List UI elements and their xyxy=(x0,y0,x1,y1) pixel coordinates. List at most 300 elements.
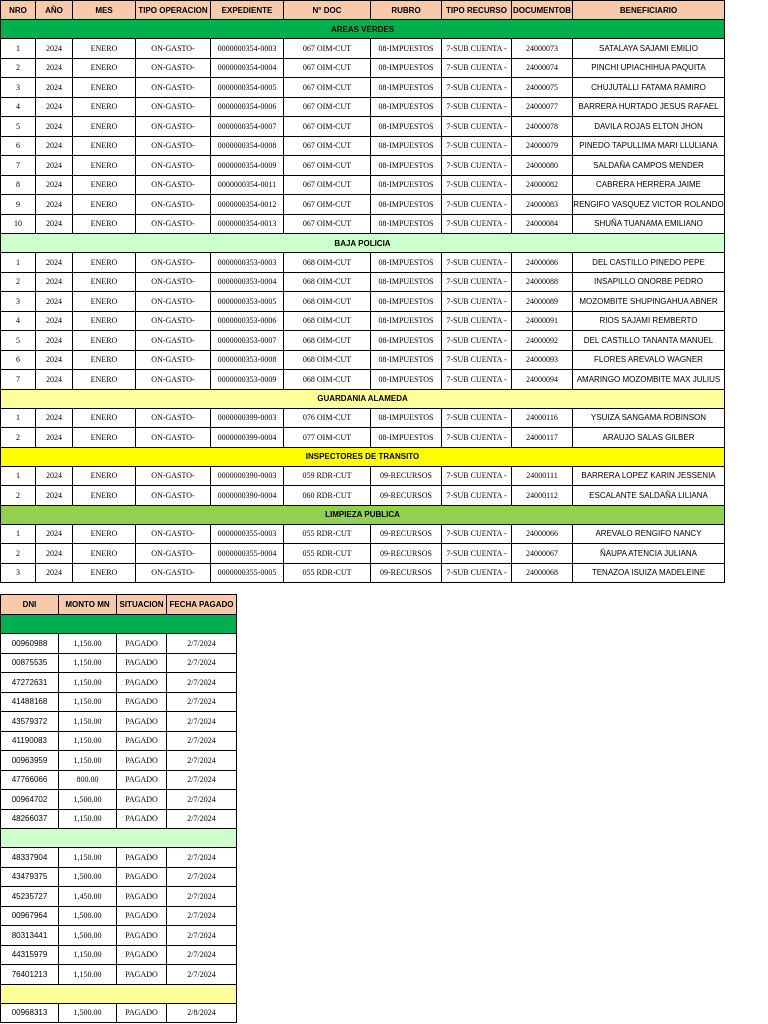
table-row xyxy=(1,428,725,448)
table-cell: 1,450.00 xyxy=(59,887,117,907)
table-cell: 2 xyxy=(1,544,36,564)
table-cell: PAGADO xyxy=(117,731,167,751)
table-cell: SATALAYA SAJAMI EMILIO xyxy=(573,39,725,59)
table-cell: 0000000355-0004 xyxy=(211,544,284,564)
table-cell: 068 OIM-CUT xyxy=(284,331,371,351)
table-cell: 2/7/2024 xyxy=(167,945,237,965)
table-cell: 08-IMPUESTOS xyxy=(371,195,442,215)
group-label: LIMPIEZA PUBLICA xyxy=(1,505,725,524)
table-cell: 08-IMPUESTOS xyxy=(371,39,442,59)
table-cell: 1,150.00 xyxy=(59,751,117,771)
table-cell: 0000000354-0011 xyxy=(211,175,284,195)
table-cell: 800.00 xyxy=(59,770,117,790)
table-cell: 76401213 xyxy=(1,965,59,985)
table-cell: 09-RECURSOS xyxy=(371,486,442,506)
table-cell: 7-SUB CUENTA - xyxy=(442,39,512,59)
table-cell: 4 xyxy=(1,311,36,331)
table-cell: CHUJUTALLI FATAMA RAMIRO xyxy=(573,78,725,98)
table-row xyxy=(1,486,725,506)
column-header: DNI xyxy=(1,595,59,615)
table-cell: ON-GASTO- xyxy=(136,292,211,312)
table-cell: ON-GASTO- xyxy=(136,136,211,156)
table-cell: 08-IMPUESTOS xyxy=(371,97,442,117)
table-cell: ENERO xyxy=(73,466,136,486)
table-cell: ENERO xyxy=(73,253,136,273)
table-cell: ON-GASTO- xyxy=(136,544,211,564)
table-cell: ON-GASTO- xyxy=(136,428,211,448)
table-row xyxy=(1,544,725,564)
table-cell: 24000089 xyxy=(512,292,573,312)
table-row xyxy=(1,136,725,156)
table-cell: 00964702 xyxy=(1,790,59,810)
table-cell: ON-GASTO- xyxy=(136,39,211,59)
group-header-row xyxy=(1,389,725,408)
table-cell: 24000067 xyxy=(512,544,573,564)
table-cell: 2024 xyxy=(36,253,73,273)
table-cell: 0000000354-0003 xyxy=(211,39,284,59)
table-cell: 24000068 xyxy=(512,563,573,583)
group-band-row xyxy=(1,829,237,848)
table-cell: 0000000353-0005 xyxy=(211,292,284,312)
table-cell: 0000000354-0007 xyxy=(211,117,284,137)
table-cell: ENERO xyxy=(73,195,136,215)
table-cell: 5 xyxy=(1,331,36,351)
table-row xyxy=(1,563,725,583)
table-cell: 80313441 xyxy=(1,926,59,946)
table-cell: 24000092 xyxy=(512,331,573,351)
table-cell: 41190083 xyxy=(1,731,59,751)
table-cell: 48337904 xyxy=(1,848,59,868)
table-cell: 2024 xyxy=(36,78,73,98)
column-header: RUBRO xyxy=(371,1,442,20)
table-cell: 24000077 xyxy=(512,97,573,117)
table-row xyxy=(1,790,237,810)
table-cell: PAGADO xyxy=(117,692,167,712)
table-cell: 068 OIM-CUT xyxy=(284,253,371,273)
table-row xyxy=(1,692,237,712)
table-cell: 0000000390-0003 xyxy=(211,466,284,486)
table-cell: 1,150.00 xyxy=(59,731,117,751)
table-cell: ENERO xyxy=(73,563,136,583)
table-cell: 0000000353-0008 xyxy=(211,350,284,370)
table-cell: 2/7/2024 xyxy=(167,731,237,751)
table-cell: CABRERA HERRERA JAIME xyxy=(573,175,725,195)
table-cell: ON-GASTO- xyxy=(136,97,211,117)
table-cell: 060 RDR-CUT xyxy=(284,486,371,506)
table-cell: 2024 xyxy=(36,58,73,78)
table-cell: 2024 xyxy=(36,272,73,292)
table-cell: 068 OIM-CUT xyxy=(284,272,371,292)
column-header: NRO xyxy=(1,1,36,20)
table-cell: 068 OIM-CUT xyxy=(284,350,371,370)
group-band xyxy=(1,829,237,848)
table-cell: 0000000355-0005 xyxy=(211,563,284,583)
table-cell: 0000000354-0013 xyxy=(211,214,284,234)
table-cell: 2024 xyxy=(36,350,73,370)
table-cell: 2024 xyxy=(36,156,73,176)
column-header: AÑO xyxy=(36,1,73,20)
table-cell: ENERO xyxy=(73,486,136,506)
table-cell: PAGADO xyxy=(117,945,167,965)
table-row xyxy=(1,370,725,390)
table-cell: 077 OIM-CUT xyxy=(284,428,371,448)
table-cell: 24000084 xyxy=(512,214,573,234)
table-cell: ON-GASTO- xyxy=(136,175,211,195)
table-row xyxy=(1,751,237,771)
table-cell: 24000111 xyxy=(512,466,573,486)
table-cell: 08-IMPUESTOS xyxy=(371,350,442,370)
table-cell: 067 OIM-CUT xyxy=(284,39,371,59)
table-cell: ENERO xyxy=(73,311,136,331)
table-cell: 1,500.00 xyxy=(59,906,117,926)
table-row xyxy=(1,350,725,370)
table-row xyxy=(1,175,725,195)
table-cell: RENGIFO VASQUEZ VICTOR ROLANDO xyxy=(573,195,725,215)
table-cell: 2/7/2024 xyxy=(167,634,237,654)
table-cell: 2/8/2024 xyxy=(167,1003,237,1023)
table-cell: 24000088 xyxy=(512,272,573,292)
table-cell: 4 xyxy=(1,97,36,117)
table-cell: INSAPILLO ONORBE PEDRO xyxy=(573,272,725,292)
table-cell: 08-IMPUESTOS xyxy=(371,156,442,176)
table-cell: ON-GASTO- xyxy=(136,350,211,370)
table-cell: YSUIZA SANGAMA ROBINSON xyxy=(573,408,725,428)
table-row xyxy=(1,906,237,926)
table-cell: 2/7/2024 xyxy=(167,906,237,926)
table-cell: TENAZOA ISUIZA MADELEINE xyxy=(573,563,725,583)
table-cell: 067 OIM-CUT xyxy=(284,195,371,215)
table-cell: 0000000399-0004 xyxy=(211,428,284,448)
table-cell: 1,150.00 xyxy=(59,965,117,985)
table-cell: 08-IMPUESTOS xyxy=(371,370,442,390)
table-cell: ON-GASTO- xyxy=(136,195,211,215)
table-cell: 2/7/2024 xyxy=(167,653,237,673)
table-cell: AREVALO RENGIFO NANCY xyxy=(573,524,725,544)
table-cell: 00967964 xyxy=(1,906,59,926)
table-cell: ENERO xyxy=(73,292,136,312)
table-cell: 08-IMPUESTOS xyxy=(371,331,442,351)
table-cell: 067 OIM-CUT xyxy=(284,175,371,195)
table-cell: 2/7/2024 xyxy=(167,867,237,887)
table-cell: 7-SUB CUENTA - xyxy=(442,214,512,234)
table-cell: 44315979 xyxy=(1,945,59,965)
table-cell: 2024 xyxy=(36,195,73,215)
table-cell: 0000000353-0003 xyxy=(211,253,284,273)
table-cell: 2024 xyxy=(36,311,73,331)
table-cell: 3 xyxy=(1,78,36,98)
table-cell: 10 xyxy=(1,214,36,234)
table-cell: PAGADO xyxy=(117,712,167,732)
table-cell: 1,150.00 xyxy=(59,692,117,712)
table-cell: 1,150.00 xyxy=(59,809,117,829)
table-cell: 2 xyxy=(1,428,36,448)
table-cell: 7-SUB CUENTA - xyxy=(442,78,512,98)
table-cell: 24000094 xyxy=(512,370,573,390)
table-cell: 7-SUB CUENTA - xyxy=(442,544,512,564)
table-cell: ENERO xyxy=(73,156,136,176)
table-cell: 0000000354-0009 xyxy=(211,156,284,176)
table-cell: 24000080 xyxy=(512,156,573,176)
table-cell: 068 OIM-CUT xyxy=(284,292,371,312)
table-cell: 7-SUB CUENTA - xyxy=(442,195,512,215)
table-cell: 6 xyxy=(1,136,36,156)
table-cell: 0000000354-0006 xyxy=(211,97,284,117)
table-cell: BARRERA HURTADO JESUS RAFAEL xyxy=(573,97,725,117)
table-cell: 08-IMPUESTOS xyxy=(371,253,442,273)
table-cell: 2 xyxy=(1,272,36,292)
table-cell: 2024 xyxy=(36,331,73,351)
table-cell: 48266037 xyxy=(1,809,59,829)
column-header: N° DOC xyxy=(284,1,371,20)
table-row xyxy=(1,965,237,985)
table-cell: 8 xyxy=(1,175,36,195)
table-cell: 09-RECURSOS xyxy=(371,563,442,583)
column-header: EXPEDIENTE xyxy=(211,1,284,20)
table-cell: 09-RECURSOS xyxy=(371,524,442,544)
table-cell: 24000074 xyxy=(512,58,573,78)
table-row xyxy=(1,272,725,292)
table-cell: 7-SUB CUENTA - xyxy=(442,292,512,312)
table-cell: 0000000353-0004 xyxy=(211,272,284,292)
table-row xyxy=(1,195,725,215)
table-cell: 24000073 xyxy=(512,39,573,59)
table-cell: 2024 xyxy=(36,117,73,137)
table-cell: 24000066 xyxy=(512,524,573,544)
table-cell: ENERO xyxy=(73,331,136,351)
table-cell: BARRERA LOPEZ KARIN JESSENIA xyxy=(573,466,725,486)
table-cell: 00968313 xyxy=(1,1003,59,1023)
table-cell: 24000093 xyxy=(512,350,573,370)
payments-table xyxy=(0,594,237,1023)
table-cell: 0000000390-0004 xyxy=(211,486,284,506)
table-cell: PAGADO xyxy=(117,906,167,926)
table-cell: 7 xyxy=(1,156,36,176)
table-cell: 7-SUB CUENTA - xyxy=(442,428,512,448)
group-header-row xyxy=(1,505,725,524)
table-cell: 7-SUB CUENTA - xyxy=(442,117,512,137)
table-cell: 055 RDR-CUT xyxy=(284,544,371,564)
payments-header-row xyxy=(1,595,237,615)
table-cell: 2/7/2024 xyxy=(167,673,237,693)
table-row xyxy=(1,58,725,78)
table-cell: ON-GASTO- xyxy=(136,331,211,351)
table-cell: ON-GASTO- xyxy=(136,58,211,78)
table-cell: 47766066 xyxy=(1,770,59,790)
table-row xyxy=(1,673,237,693)
group-header-row xyxy=(1,447,725,466)
table-cell: PAGADO xyxy=(117,887,167,907)
table-cell: MOZOMBITE SHUPINGAHUA ABNER xyxy=(573,292,725,312)
table-cell: 1,500.00 xyxy=(59,867,117,887)
table-cell: 3 xyxy=(1,292,36,312)
table-row xyxy=(1,945,237,965)
table-cell: ENERO xyxy=(73,97,136,117)
table-row xyxy=(1,331,725,351)
table-cell: 2024 xyxy=(36,428,73,448)
table-cell: 08-IMPUESTOS xyxy=(371,214,442,234)
table-row xyxy=(1,39,725,59)
table-row xyxy=(1,809,237,829)
table-cell: 0000000353-0007 xyxy=(211,331,284,351)
table-cell: ON-GASTO- xyxy=(136,117,211,137)
table-cell: 1,150.00 xyxy=(59,673,117,693)
table-cell: 2 xyxy=(1,58,36,78)
table-cell: 1,150.00 xyxy=(59,945,117,965)
table-cell: 7-SUB CUENTA - xyxy=(442,370,512,390)
table-cell: 2/7/2024 xyxy=(167,712,237,732)
table-row xyxy=(1,214,725,234)
table-cell: 0000000354-0008 xyxy=(211,136,284,156)
table-cell: 6 xyxy=(1,350,36,370)
table-cell: 24000079 xyxy=(512,136,573,156)
table-cell: 7-SUB CUENTA - xyxy=(442,331,512,351)
table-cell: 067 OIM-CUT xyxy=(284,58,371,78)
table-cell: ENERO xyxy=(73,408,136,428)
table-cell: 1 xyxy=(1,253,36,273)
table-row xyxy=(1,887,237,907)
column-header: MES xyxy=(73,1,136,20)
group-header-row xyxy=(1,20,725,39)
table-cell: 7-SUB CUENTA - xyxy=(442,563,512,583)
table-cell: 2024 xyxy=(36,466,73,486)
table-cell: 0000000354-0004 xyxy=(211,58,284,78)
table-row xyxy=(1,634,237,654)
table-cell: 24000091 xyxy=(512,311,573,331)
table-cell: ENERO xyxy=(73,117,136,137)
table-cell: 2/7/2024 xyxy=(167,848,237,868)
table-cell: 08-IMPUESTOS xyxy=(371,175,442,195)
table-cell: 067 OIM-CUT xyxy=(284,78,371,98)
table-row xyxy=(1,731,237,751)
table-cell: AMARINGO MOZOMBITE MAX JULIUS xyxy=(573,370,725,390)
table-cell: 2/7/2024 xyxy=(167,887,237,907)
table-cell: 3 xyxy=(1,563,36,583)
table-cell: ENERO xyxy=(73,350,136,370)
table-cell: PINCHI UPIACHIHUA PAQUITA xyxy=(573,58,725,78)
table-cell: 1,500.00 xyxy=(59,1003,117,1023)
table-cell: 24000075 xyxy=(512,78,573,98)
table-cell: 41488168 xyxy=(1,692,59,712)
table-cell: 24000086 xyxy=(512,253,573,273)
column-header: TIPO RECURSO xyxy=(442,1,512,20)
table-cell: 2024 xyxy=(36,175,73,195)
table-cell: 7-SUB CUENTA - xyxy=(442,272,512,292)
table-cell: 2024 xyxy=(36,408,73,428)
table-cell: 2024 xyxy=(36,563,73,583)
table-cell: 7-SUB CUENTA - xyxy=(442,466,512,486)
table-cell: ON-GASTO- xyxy=(136,253,211,273)
table-cell: ENERO xyxy=(73,214,136,234)
table-cell: 24000117 xyxy=(512,428,573,448)
table-cell: PAGADO xyxy=(117,634,167,654)
table-cell: 076 OIM-CUT xyxy=(284,408,371,428)
table-row xyxy=(1,292,725,312)
column-header: MONTO MN xyxy=(59,595,117,615)
table-cell: ESCALANTE SALDAÑA LILIANA xyxy=(573,486,725,506)
table-cell: 08-IMPUESTOS xyxy=(371,311,442,331)
table-cell: PAGADO xyxy=(117,965,167,985)
table-cell: ENERO xyxy=(73,524,136,544)
table-cell: 2024 xyxy=(36,39,73,59)
table-row xyxy=(1,117,725,137)
table-cell: PAGADO xyxy=(117,673,167,693)
table-cell: 2024 xyxy=(36,486,73,506)
header-row xyxy=(1,1,725,20)
column-header: TIPO OPERACION xyxy=(136,1,211,20)
group-label: GUARDANIA ALAMEDA xyxy=(1,389,725,408)
table-cell: PAGADO xyxy=(117,790,167,810)
table-cell: PAGADO xyxy=(117,809,167,829)
table-cell: 09-RECURSOS xyxy=(371,544,442,564)
table-cell: 43479375 xyxy=(1,867,59,887)
table-cell: ENERO xyxy=(73,370,136,390)
table-cell: PAGADO xyxy=(117,653,167,673)
table-cell: 1 xyxy=(1,39,36,59)
table-cell: 1,150.00 xyxy=(59,848,117,868)
table-cell: 2/7/2024 xyxy=(167,692,237,712)
table-cell: 24000078 xyxy=(512,117,573,137)
table-row xyxy=(1,408,725,428)
table-cell: 7 xyxy=(1,370,36,390)
table-cell: 2/7/2024 xyxy=(167,965,237,985)
table-row xyxy=(1,156,725,176)
table-cell: 068 OIM-CUT xyxy=(284,370,371,390)
table-cell: PAGADO xyxy=(117,926,167,946)
table-cell: 08-IMPUESTOS xyxy=(371,78,442,98)
table-cell: RIOS SAJAMI REMBERTO xyxy=(573,311,725,331)
table-cell: 2024 xyxy=(36,544,73,564)
table-cell: ENERO xyxy=(73,175,136,195)
group-label: BAJA POLICIA xyxy=(1,234,725,253)
table-cell: 067 OIM-CUT xyxy=(284,156,371,176)
table-row xyxy=(1,653,237,673)
table-cell: 067 OIM-CUT xyxy=(284,117,371,137)
table-row xyxy=(1,78,725,98)
table-cell: 067 OIM-CUT xyxy=(284,214,371,234)
table-cell: 1,150.00 xyxy=(59,653,117,673)
table-cell: 2/7/2024 xyxy=(167,790,237,810)
table-cell: 7-SUB CUENTA - xyxy=(442,311,512,331)
table-cell: 2024 xyxy=(36,292,73,312)
table-cell: 2024 xyxy=(36,370,73,390)
table-cell: 1,500.00 xyxy=(59,926,117,946)
table-cell: 059 RDR-CUT xyxy=(284,466,371,486)
table-cell: ON-GASTO- xyxy=(136,408,211,428)
table-cell: ON-GASTO- xyxy=(136,311,211,331)
table-cell: 0000000353-0009 xyxy=(211,370,284,390)
group-band xyxy=(1,984,237,1003)
group-label: INSPECTORES DE TRANSITO xyxy=(1,447,725,466)
table-row xyxy=(1,311,725,331)
table-cell: 5 xyxy=(1,117,36,137)
table-cell: 00875535 xyxy=(1,653,59,673)
table-cell: ENERO xyxy=(73,428,136,448)
table-cell: SALDAÑA CAMPOS MENDER xyxy=(573,156,725,176)
table-cell: ÑAUPA ATENCIA JULIANA xyxy=(573,544,725,564)
group-band xyxy=(1,615,237,634)
table-row xyxy=(1,97,725,117)
table-cell: 24000083 xyxy=(512,195,573,215)
table-cell: 2024 xyxy=(36,214,73,234)
table-row xyxy=(1,848,237,868)
column-header: DOCUMENTOB xyxy=(512,1,573,20)
table-cell: 2/7/2024 xyxy=(167,926,237,946)
table-cell: 0000000399-0003 xyxy=(211,408,284,428)
table-cell: FLORES AREVALO WAGNER xyxy=(573,350,725,370)
table-cell: 7-SUB CUENTA - xyxy=(442,97,512,117)
table-cell: 067 OIM-CUT xyxy=(284,97,371,117)
table-cell: 068 OIM-CUT xyxy=(284,311,371,331)
